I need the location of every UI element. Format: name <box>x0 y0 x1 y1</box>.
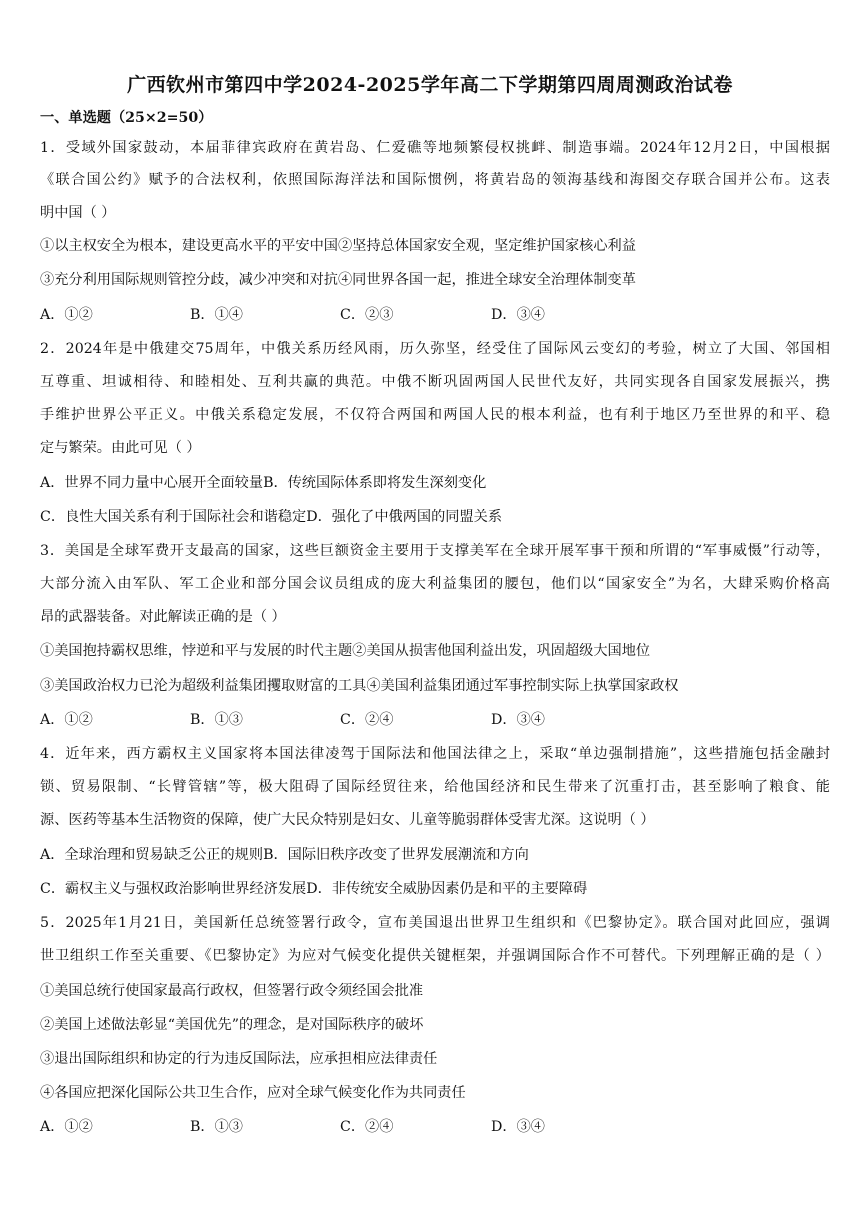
q3-stem-line2: 大部分流入由军队、军工企业和部分国会议员组成的庞大利益集团的腰包，他们以“国家安全”为名，大肆采购价格高 <box>40 576 830 592</box>
q1-stem-line2: 《联合国公约》赋予的合法权利，依照国际海洋法和国际惯例，将黄岩岛的领海基线和海图交存联合国并公布。这表 <box>40 172 830 188</box>
q4-stem-line1: 4．近年来，西方霸权主义国家将本国法律凌驾于国际法和他国法律之上，采取“单边强制措施”，这些措施包括金融封 <box>40 746 830 762</box>
q1-stem-line1: 1．受域外国家鼓动，本届菲律宾政府在黄岩岛、仁爱礁等地频繁侵权挑衅、制造事端。2024年12月2日，中国根据 <box>40 140 830 156</box>
q1-option-b[interactable]: B．①④ <box>190 307 243 323</box>
q5-statement-2: ②美国上述做法彰显“美国优先”的理念，是对国际秩序的破坏 <box>40 1017 424 1033</box>
q3-options <box>40 710 830 730</box>
q2-stem-line3: 手维护世界公平正义。中俄关系稳定发展，不仅符合两国和两国人民的根本利益，也有利于地区乃至世界的和平、稳 <box>40 407 830 423</box>
q2-option-a[interactable]: A．世界不同力量中心展开全面较量 <box>40 475 264 491</box>
q5-option-b[interactable]: B．①③ <box>190 1119 243 1135</box>
q4-stem-line2: 锁、贸易限制、“长臂管辖”等，极大阻碍了国际经贸往来，给他国经济和民生带来了沉重打击，甚至影响了粮食、能 <box>40 779 830 795</box>
q3-option-b[interactable]: B．①③ <box>190 712 243 728</box>
q5-option-d[interactable]: D．③④ <box>491 1119 545 1135</box>
section-heading: 一、单选题（25×2=50） <box>40 110 213 126</box>
q3-statement-1-2: ①美国抱持霸权思维，悖逆和平与发展的时代主题②美国从损害他国利益出发，巩固超级大国地位 <box>40 643 651 659</box>
q5-option-c[interactable]: C．②④ <box>340 1119 394 1135</box>
q4-option-d[interactable]: D．非传统安全威胁因素仍是和平的主要障碍 <box>306 881 588 897</box>
q2-option-b[interactable]: B．传统国际体系即将发生深刻变化 <box>263 475 487 491</box>
q3-stem-line3: 昂的武器装备。对此解读正确的是（ ） <box>40 609 286 625</box>
q5-statement-4: ④各国应把深化国际公共卫生合作，应对全球气候变化作为共同责任 <box>40 1085 466 1101</box>
q5-statement-1: ①美国总统行使国家最高行政权，但签署行政令须经国会批准 <box>40 983 424 999</box>
q3-option-c[interactable]: C．②④ <box>340 712 394 728</box>
q3-stem-line1: 3．美国是全球军费开支最高的国家，这些巨额资金主要用于支撑美军在全球开展军事干预和所谓的“军事威慑”行动等， <box>40 543 830 559</box>
q4-option-a[interactable]: A．全球治理和贸易缺乏公正的规则 <box>40 847 264 863</box>
q2-stem-line1: 2．2024年是中俄建交75周年，中俄关系历经风雨，历久弥坚，经受住了国际风云变幻的考验，树立了大国、邻国相 <box>40 341 830 357</box>
q3-option-d[interactable]: D．③④ <box>491 712 545 728</box>
page-title: 广西钦州市第四中学2024-2025学年高二下学期第四周周测政治试卷 <box>127 74 733 96</box>
q5-stem-line1: 5．2025年1月21日，美国新任总统签署行政令，宣布美国退出世界卫生组织和《巴黎协定》。联合国对此回应，强调 <box>40 915 830 931</box>
q2-options-ab <box>40 473 830 493</box>
q1-statement-3-4: ③充分利用国际规则管控分歧，减少冲突和对抗④同世界各国一起，推进全球安全治理体制变革 <box>40 272 636 288</box>
q1-statement-1-2: ①以主权安全为根本，建设更高水平的平安中国②坚持总体国家安全观，坚定维护国家核心利益 <box>40 238 636 254</box>
q1-options <box>40 305 830 325</box>
q1-option-d[interactable]: D．③④ <box>491 307 545 323</box>
q4-option-b[interactable]: B．国际旧秩序改变了世界发展潮流和方向 <box>263 847 529 863</box>
q2-options-cd <box>40 507 830 527</box>
q5-stem-line2: 世卫组织工作至关重要、《巴黎协定》为应对气候变化提供关键框架，并强调国际合作不可替代。下列理解正确的是（ ） <box>40 948 830 964</box>
q5-options <box>40 1117 830 1137</box>
q4-options-ab <box>40 845 830 865</box>
q2-stem-line4: 定与繁荣。由此可见（ ） <box>40 440 201 456</box>
q1-option-c[interactable]: C．②③ <box>340 307 394 323</box>
q4-options-cd <box>40 879 830 899</box>
q2-option-d[interactable]: D．强化了中俄两国的同盟关系 <box>306 509 503 525</box>
q4-option-c[interactable]: C．霸权主义与强权政治影响世界经济发展 <box>40 881 307 897</box>
q2-stem-line2: 互尊重、坦诚相待、和睦相处、互利共赢的典范。中俄不断巩固两国人民世代友好，共同实现各自国家发展振兴，携 <box>40 374 830 390</box>
q5-option-a[interactable]: A．①② <box>40 1119 93 1135</box>
q5-statement-3: ③退出国际组织和协定的行为违反国际法，应承担相应法律责任 <box>40 1051 438 1067</box>
q1-option-a[interactable]: A．①② <box>40 307 93 323</box>
q3-option-a[interactable]: A．①② <box>40 712 93 728</box>
q3-statement-3-4: ③美国政治权力已沦为超级利益集团攫取财富的工具④美国利益集团通过军事控制实际上执掌国家政权 <box>40 678 679 694</box>
q4-stem-line3: 源、医药等基本生活物资的保障，使广大民众特别是妇女、儿童等脆弱群体受害尤深。这说明（ ） <box>40 812 655 828</box>
q2-option-c[interactable]: C．良性大国关系有利于国际社会和谐稳定 <box>40 509 307 525</box>
q1-stem-line3: 明中国（ ） <box>40 205 116 221</box>
